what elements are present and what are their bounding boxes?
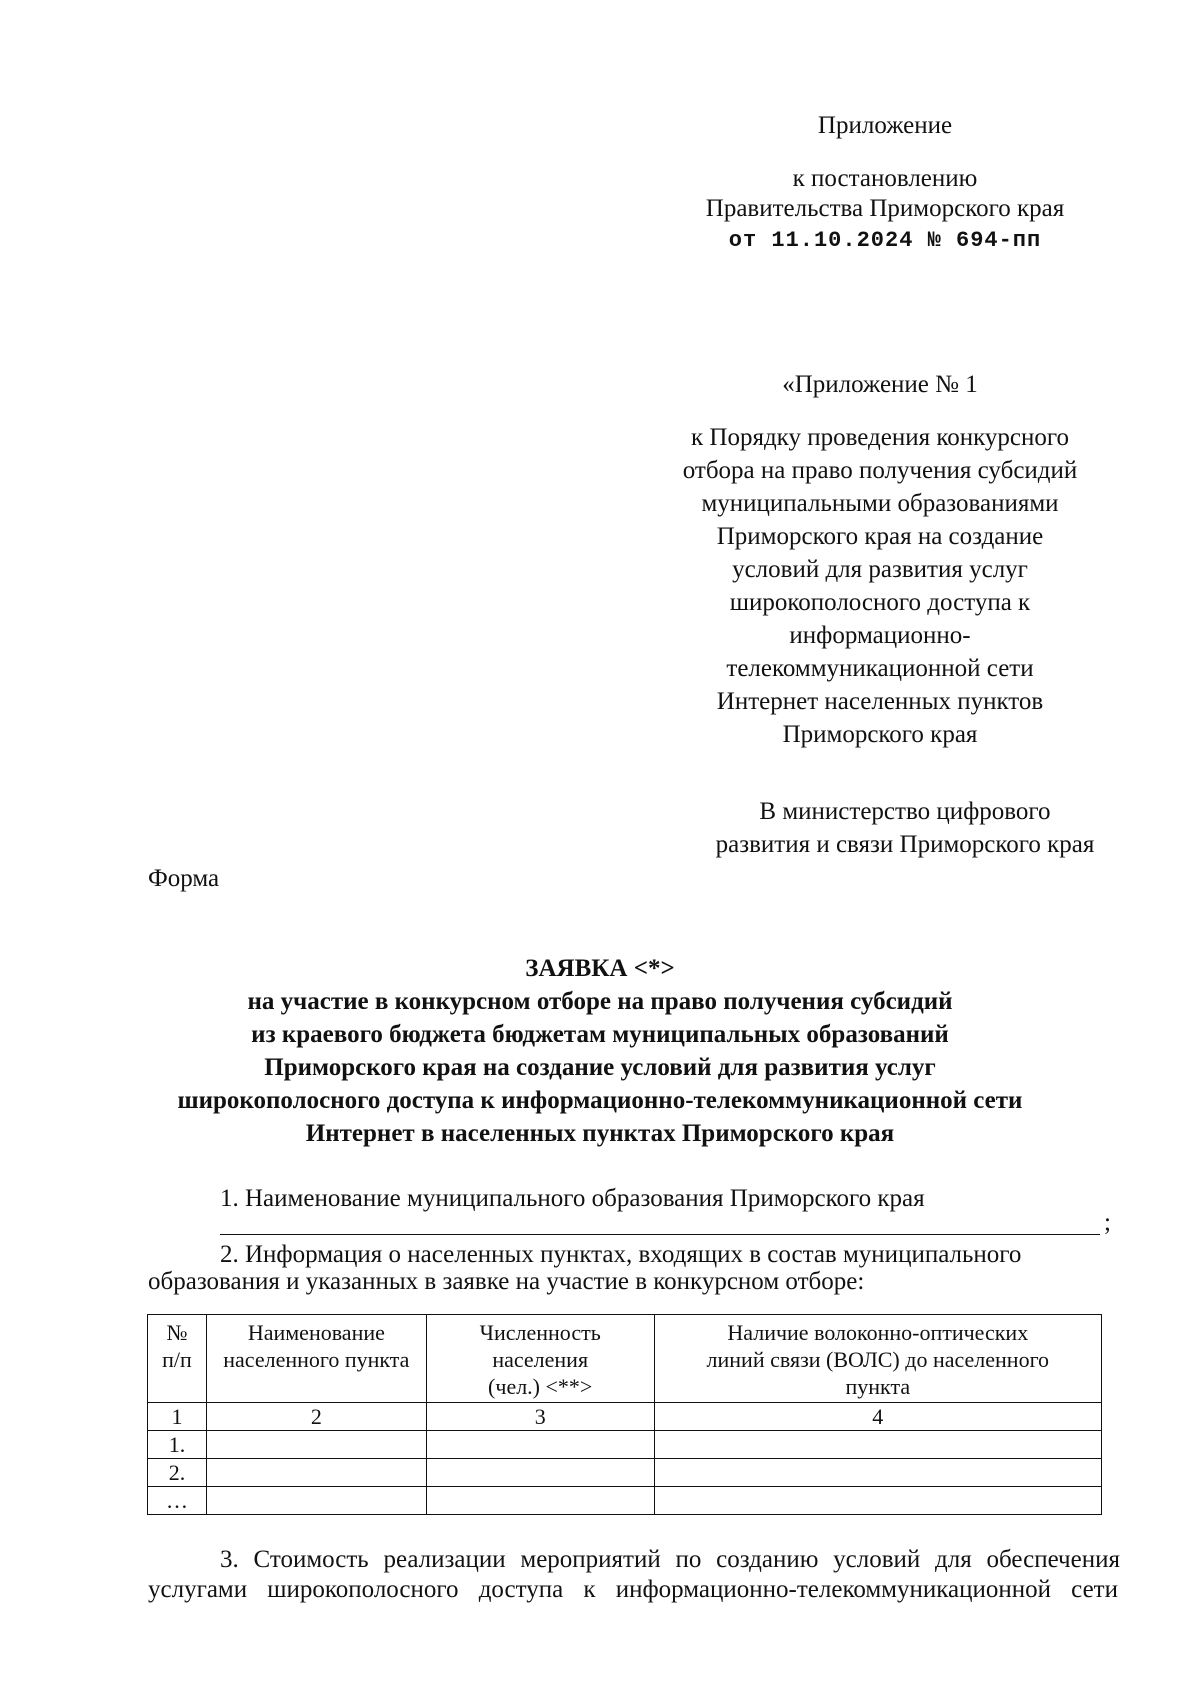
table-cell: [426, 1487, 654, 1515]
item-3-word: по: [675, 1546, 702, 1573]
appendix-1-line: Приморского края: [782, 721, 978, 748]
header-text: Наименование: [247, 1320, 385, 1345]
header-text: пункта: [845, 1374, 911, 1399]
table-cell: [654, 1487, 1101, 1515]
item-3-word: созданию: [716, 1546, 819, 1573]
item-3-line-2: [148, 1575, 1118, 1605]
item-3-word: Стоимость: [253, 1546, 369, 1573]
table-row: [148, 1459, 1102, 1487]
header-number: [148, 1315, 207, 1403]
table-cell: 1.: [148, 1431, 207, 1459]
appendix-government: Правительства Приморского края: [705, 195, 1065, 222]
header-text: (чел.) <**>: [488, 1374, 593, 1399]
header-text: населения: [492, 1347, 589, 1372]
appendix-1-line: муниципальными образованиями: [701, 490, 1059, 517]
item-3-word: услугами: [148, 1576, 248, 1603]
appendix-1-line: информационно-: [789, 622, 971, 649]
item-3-word: информационно-телекоммуникационной: [615, 1576, 1052, 1603]
table-cell: [654, 1431, 1101, 1459]
item-3-word: мероприятий: [520, 1546, 661, 1573]
application-subtitle-line: Интернет в населенных пунктах Приморского края: [305, 1120, 895, 1147]
item-3-word: широкополосного: [267, 1576, 459, 1603]
table-cell: [426, 1459, 654, 1487]
appendix-1-title: «Приложение № 1: [782, 371, 978, 398]
table-row: [148, 1487, 1102, 1515]
ministry-line: развития и связи Приморского края: [715, 831, 1095, 858]
item-3-word: обеспечения: [986, 1546, 1120, 1573]
application-title: ЗАЯВКА <*>: [525, 955, 675, 982]
appendix-1-line: Интернет населенных пунктов: [716, 688, 1044, 715]
appendix-title: Приложение: [817, 112, 953, 139]
application-subtitle-line: широкополосного доступа к информационно-телекоммуникационной сети: [177, 1087, 1023, 1114]
ministry-line: В министерство цифрового: [759, 798, 1051, 825]
appendix-1-line: условий для развития услуг: [732, 556, 1028, 583]
table-numbering-row: [148, 1403, 1102, 1431]
appendix-to: к постановлению: [792, 165, 978, 192]
table-cell: [206, 1459, 426, 1487]
header-population: [426, 1315, 654, 1403]
item-3-word: 3.: [220, 1546, 239, 1573]
header-fiber-lines: [654, 1315, 1101, 1403]
item-3-line-1: [220, 1545, 1120, 1575]
application-subtitle-line: из краевого бюджета бюджетам муниципальных образований: [251, 1021, 949, 1048]
table-cell: 3: [426, 1403, 654, 1431]
table-cell: [206, 1487, 426, 1515]
item-3-word: реализации: [383, 1546, 506, 1573]
item-3-word: доступа: [478, 1576, 564, 1603]
application-subtitle-line: на участие в конкурсном отборе на право получения субсидий: [247, 988, 953, 1015]
header-text: населенного пункта: [223, 1347, 410, 1372]
appendix-1-block: [640, 368, 1120, 751]
item-3-word: для: [935, 1546, 972, 1573]
ministry-addressee: [640, 795, 1170, 861]
item-1-text: 1. Наименование муниципального образования Приморского края: [220, 1185, 925, 1212]
header-text: №: [166, 1320, 188, 1345]
municipality-name-blank-line: [220, 1232, 1100, 1235]
header-settlement-name: [206, 1315, 426, 1403]
table-cell: 4: [654, 1403, 1101, 1431]
item-2-line-2: образования и указанных в заявке на участие в конкурсном отборе:: [148, 1268, 865, 1295]
appendix-1-line: телекоммуникационной сети: [726, 655, 1034, 682]
appendix-1-line: Приморского края на создание: [716, 523, 1044, 550]
table-cell: 2: [206, 1403, 426, 1431]
appendix-1-line: к Порядку проведения конкурсного: [691, 424, 1069, 451]
application-subtitle-line: Приморского края на создание условий для развития услуг: [264, 1054, 936, 1081]
header-text: Наличие волоконно-оптических: [727, 1320, 1029, 1345]
item-3-word: сети: [1071, 1576, 1118, 1603]
header-text: Численность: [479, 1320, 601, 1345]
appendix-1-line: широкополосного доступа к: [729, 589, 1031, 616]
header-text: п/п: [162, 1347, 192, 1372]
table-cell: [654, 1459, 1101, 1487]
appendix-date-number: от 11.10.2024 № 694-пп: [728, 228, 1042, 253]
table-cell: …: [148, 1487, 207, 1515]
table-cell: [206, 1431, 426, 1459]
header-text: линий связи (ВОЛС) до населенного: [706, 1347, 1050, 1372]
item-3-word: условий: [833, 1546, 921, 1573]
item-3-word: к: [583, 1576, 596, 1603]
table-header-row: [148, 1315, 1102, 1403]
application-heading: [100, 952, 1100, 1150]
table-cell: 1: [148, 1403, 207, 1431]
form-label: Форма: [148, 865, 220, 892]
item-1-semicolon: ;: [1104, 1209, 1111, 1236]
table-cell: 2.: [148, 1459, 207, 1487]
item-2-line-1: 2. Информация о населенных пунктах, входящих в состав муниципального: [220, 1241, 1022, 1268]
table-row: [148, 1431, 1102, 1459]
settlements-table: [147, 1314, 1102, 1515]
table-cell: [426, 1431, 654, 1459]
appendix-1-line: отбора на право получения субсидий: [682, 457, 1078, 484]
